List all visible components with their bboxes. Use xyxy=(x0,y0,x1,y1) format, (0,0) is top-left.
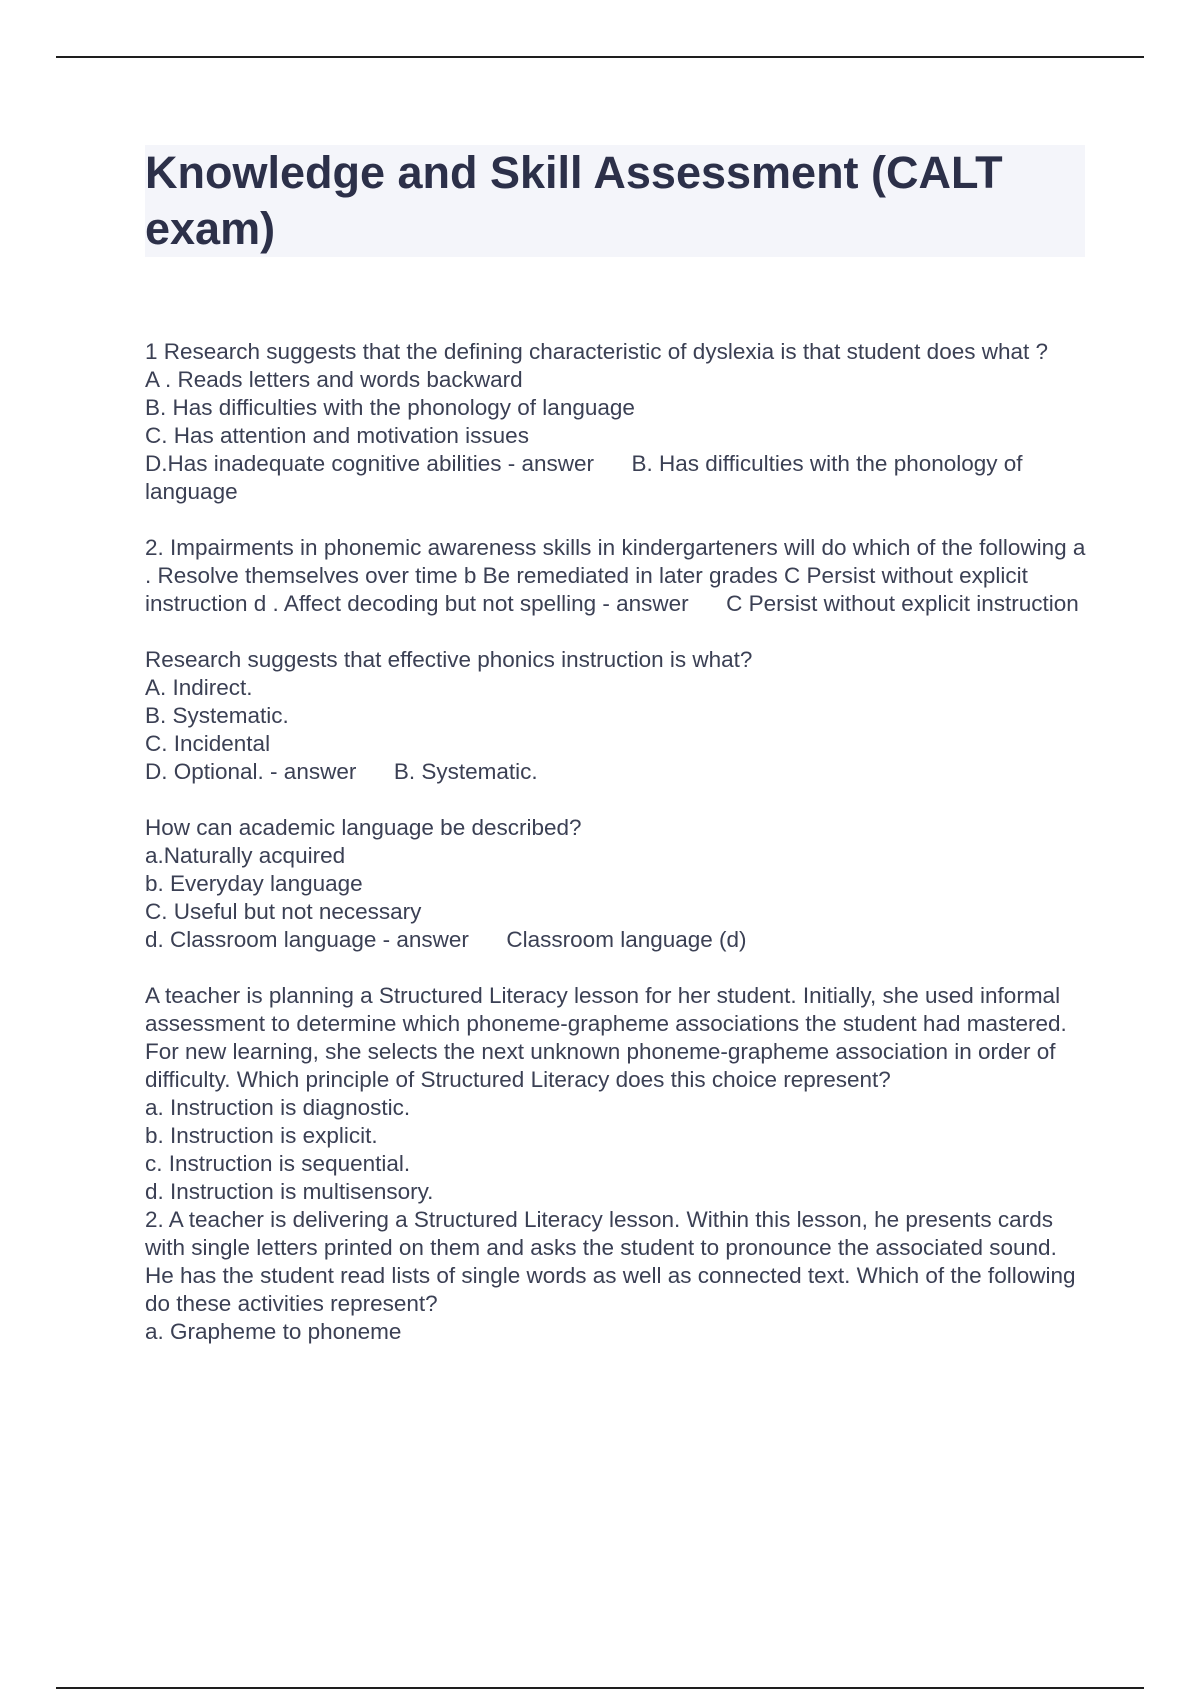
question-1-option-d-answer: D.Has inadequate cognitive abilities - answer B. Has difficulties with the phonology of language xyxy=(145,451,1029,504)
question-4-stem: How can academic language be described? xyxy=(145,815,582,840)
question-5 xyxy=(145,982,1090,1206)
question-3 xyxy=(145,646,1090,786)
document-body xyxy=(145,338,1090,1346)
page-title: Knowledge and Skill Assessment (CALT exam) xyxy=(145,145,1085,257)
question-1-option-c: C. Has attention and motivation issues xyxy=(145,423,529,448)
question-4-option-a: a.Naturally acquired xyxy=(145,843,346,868)
question-4-option-b: b. Everyday language xyxy=(145,871,363,896)
question-2 xyxy=(145,534,1090,618)
question-3-option-d-answer: D. Optional. - answer B. Systematic. xyxy=(145,759,538,784)
question-2-text: 2. Impairments in phonemic awareness skills in kindergarteners will do which of the following a . Resolve themselves over time b Be remediated in later grades C Persist without explicit instruction d . Affect decoding but not spelling - answer C Persist without explicit instruction xyxy=(145,535,1092,616)
question-5-option-d: d. Instruction is multisensory. xyxy=(145,1179,434,1204)
question-5-stem-part-2: For new learning, she selects the next unknown phoneme-grapheme association in order of difficulty. Which principle of Structured Literacy does this choice represent? xyxy=(145,1039,1062,1092)
question-1-option-b: B. Has difficulties with the phonology of language xyxy=(145,395,635,420)
question-3-option-c: C. Incidental xyxy=(145,731,271,756)
question-5-option-c: c. Instruction is sequential. xyxy=(145,1151,411,1176)
top-rule xyxy=(56,56,1144,58)
question-4-option-d-answer: d. Classroom language - answer Classroom language (d) xyxy=(145,927,747,952)
question-5-option-b: b. Instruction is explicit. xyxy=(145,1123,378,1148)
question-5-option-a: a. Instruction is diagnostic. xyxy=(145,1095,411,1120)
question-3-stem: Research suggests that effective phonics instruction is what? xyxy=(145,647,753,672)
question-6-stem: 2. A teacher is delivering a Structured Literacy lesson. Within this lesson, he presents cards with single letters printed on them and asks the student to pronounce the associated sound. He has the student read lists of single words as well as connected text. Which of the following do these activities represent? xyxy=(145,1207,1082,1316)
question-1-stem: 1 Research suggests that the defining characteristic of dyslexia is that student does what ? xyxy=(145,339,1049,364)
question-3-option-a: A. Indirect. xyxy=(145,675,253,700)
question-1-option-a: A . Reads letters and words backward xyxy=(145,367,523,392)
question-1 xyxy=(145,338,1090,506)
question-5-stem-part-1: A teacher is planning a Structured Literacy lesson for her student. Initially, she used informal assessment to determine which phoneme-grapheme associations the student had mastered. xyxy=(145,983,1067,1036)
question-4-option-c: C. Useful but not necessary xyxy=(145,899,422,924)
question-6 xyxy=(145,1206,1090,1346)
question-4 xyxy=(145,814,1090,954)
bottom-rule xyxy=(56,1687,1144,1689)
question-3-option-b: B. Systematic. xyxy=(145,703,289,728)
question-6-option-a: a. Grapheme to phoneme xyxy=(145,1319,402,1344)
